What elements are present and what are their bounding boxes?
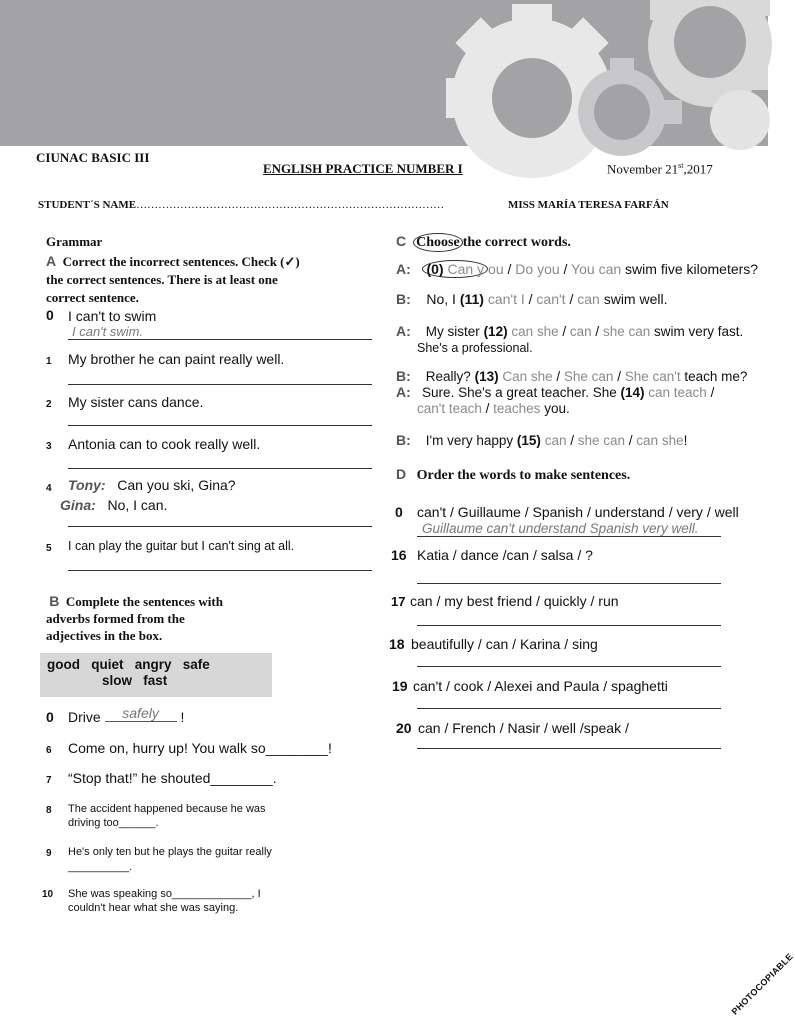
grammar-heading: Grammar	[46, 234, 103, 249]
word-prompt: can / my best friend / quickly / run	[410, 593, 619, 609]
sentence-text[interactable]: “Stop that!” he shouted________.	[68, 770, 277, 786]
adjective-row-2: slow fast	[102, 673, 168, 688]
sentence-text[interactable]	[68, 802, 266, 830]
choose-circled: Choose	[413, 233, 463, 252]
item-number: (0)	[426, 261, 444, 277]
section-d-letter: D	[396, 466, 407, 482]
item-number: (11)	[459, 291, 484, 307]
sentence-prefix: My sister	[425, 324, 484, 339]
sentence-prefix: Really?	[425, 369, 475, 384]
speaker-gina: Gina:	[60, 497, 96, 513]
section-a-instr3: correct sentence.	[46, 290, 139, 305]
date-day: November 21	[607, 161, 679, 177]
sentence-tail: you.	[540, 401, 570, 416]
sentence-line: The accident happened because he was	[68, 803, 266, 815]
sentence-tail: swim very fast.	[650, 324, 744, 339]
option[interactable]: she can	[577, 433, 626, 448]
answer-line[interactable]	[68, 425, 372, 426]
option: ou	[488, 261, 504, 277]
answer-line[interactable]	[68, 570, 372, 571]
sentence-prefix: No, I	[426, 291, 460, 307]
item-number: 2	[46, 399, 52, 410]
photocopiable-stamp	[690, 912, 795, 1017]
sentence-prefix: I'm very happy	[425, 433, 517, 448]
sentence-text[interactable]: Come on, hurry up! You walk so________!	[68, 740, 332, 756]
separator: /	[565, 291, 578, 307]
sentence-line: She was speaking so_____________, I	[68, 888, 261, 900]
sentence-text: My brother he can paint really well.	[68, 351, 285, 367]
separator: /	[566, 433, 578, 448]
example-answer: safely	[105, 705, 177, 722]
item-number: 18	[389, 636, 405, 652]
item-number: (13)	[474, 369, 499, 384]
section-a-instr1: Correct the incorrect sentences. Check (✓)	[62, 254, 300, 269]
speaker-label: A:	[396, 384, 411, 400]
section-a-instr2: the correct sentences. There is at least one	[46, 272, 278, 287]
dialogue-line-1	[68, 477, 236, 493]
dialogue-line	[396, 261, 758, 277]
page-title: ENGLISH PRACTICE NUMBER I	[263, 161, 463, 176]
item-number: (15)	[516, 433, 541, 448]
separator: /	[625, 433, 637, 448]
speaker-label: B:	[396, 291, 411, 307]
option[interactable]: Can she	[498, 369, 553, 384]
answer-line[interactable]	[417, 583, 721, 584]
adjective-row-1: good quiet angry safe	[47, 657, 210, 672]
sentence-text[interactable]	[68, 845, 272, 875]
option[interactable]: Do you	[515, 261, 560, 277]
sentence-text[interactable]	[68, 887, 261, 915]
answer-line[interactable]	[417, 708, 721, 709]
answer-line[interactable]	[417, 666, 721, 667]
speaker-label: B:	[396, 368, 411, 384]
sentence-tail: swim well.	[599, 291, 668, 307]
sentence-tail: teach me?	[680, 369, 748, 384]
item-number: 0	[46, 307, 54, 323]
item-number: 3	[46, 441, 52, 452]
sentence-prefix: Drive	[68, 709, 101, 725]
item-number: 16	[391, 547, 407, 563]
answer-line[interactable]	[68, 526, 372, 527]
section-d-instructions	[396, 466, 630, 484]
section-b-letter: B	[49, 593, 60, 609]
option[interactable]: can teach	[644, 385, 707, 400]
option[interactable]: she can	[602, 324, 651, 339]
sentence-line: driving too______.	[68, 817, 159, 829]
speaker-label: B:	[396, 432, 411, 448]
separator: /	[558, 324, 570, 339]
adjective-box	[40, 653, 272, 697]
dialogue-line	[396, 323, 743, 339]
section-a-letter: A	[46, 253, 57, 269]
date	[607, 161, 713, 177]
example-answer: I can't swim.	[72, 324, 144, 339]
item-number: 0	[46, 709, 54, 725]
dialogue-continuation: She's a professional.	[417, 341, 533, 355]
item-number: 4	[46, 483, 52, 494]
circled-answer	[422, 260, 488, 278]
example-sentence	[68, 705, 185, 726]
section-b-instr3: adjectives in the box.	[46, 628, 163, 643]
option[interactable]: teaches	[493, 401, 541, 416]
item-number: 6	[46, 745, 52, 756]
sentence-text: Antonia can to cook really well.	[68, 436, 261, 452]
separator: /	[706, 385, 715, 400]
date-year: ,2017	[683, 161, 713, 177]
item-number: (12)	[483, 324, 508, 339]
word-prompt: Katia / dance /can / salsa / ?	[417, 547, 593, 563]
answer-line[interactable]	[68, 339, 372, 340]
answer-line[interactable]	[417, 536, 721, 537]
item-number: 0	[395, 504, 403, 520]
speaker-label: A:	[396, 323, 411, 339]
answer-line[interactable]	[417, 625, 721, 626]
separator: /	[591, 324, 603, 339]
dialogue-line	[396, 291, 667, 307]
date-suffix: st	[678, 161, 684, 170]
word-prompt: can't / Guillaume / Spanish / understand / very / well	[417, 504, 739, 520]
sentence-prefix: Sure. She's a great teacher. She	[422, 385, 621, 400]
item-number: 1	[46, 356, 52, 367]
sentence-text: I can play the guitar but I can't sing at all.	[68, 539, 295, 553]
separator: /	[481, 401, 494, 416]
sentence-line: He's only ten but he plays the guitar really	[68, 846, 272, 858]
photocopiable-text: PHOTOCOPIABLE	[729, 951, 795, 1017]
sentence-line: couldn't hear what she was saying.	[68, 902, 239, 914]
option[interactable]: can	[577, 291, 600, 307]
header-banner	[0, 0, 768, 146]
item-number: 7	[46, 775, 52, 786]
answer-line[interactable]	[68, 384, 372, 385]
option[interactable]: can she	[636, 433, 684, 448]
section-c-letter: C	[396, 233, 407, 249]
section-a-instructions	[46, 252, 366, 307]
section-c-instr: the correct words.	[462, 235, 571, 250]
separator: /	[613, 369, 625, 384]
item-number: 8	[46, 805, 52, 816]
option[interactable]: can	[540, 433, 567, 448]
answer-line[interactable]	[417, 748, 721, 749]
answer-line[interactable]	[68, 468, 372, 469]
option[interactable]: can	[569, 324, 592, 339]
item-number: 5	[46, 543, 52, 554]
course-name: CIUNAC BASIC III	[36, 150, 150, 165]
dialogue-text: No, I can.	[107, 497, 168, 513]
item-number: 20	[396, 720, 412, 736]
sentence-suffix: !	[180, 709, 185, 725]
separator: /	[552, 369, 564, 384]
option[interactable]: She can't	[624, 369, 681, 384]
item-number: 9	[46, 848, 52, 859]
sentence-text: My sister cans dance.	[68, 394, 204, 410]
dialogue-continuation	[417, 401, 570, 416]
student-name-field	[38, 199, 444, 211]
student-name-label: STUDENT´S NAME	[38, 199, 137, 211]
speaker-label: A:	[396, 261, 411, 277]
separator: /	[524, 291, 537, 307]
dialogue-line	[396, 384, 714, 400]
separator: /	[559, 261, 572, 277]
sentence-tail: !	[683, 433, 688, 448]
teacher-name: MISS MARÍA TERESA FARFÁN	[508, 199, 669, 211]
separator: /	[503, 261, 516, 277]
student-name-dots: …………………………………………………………………………	[136, 199, 445, 211]
item-number: 17	[391, 594, 406, 609]
word-prompt: beautifully / can / Karina / sing	[411, 636, 598, 652]
option[interactable]: She can	[563, 369, 614, 384]
word-prompt: can / French / Nasir / well /speak /	[418, 720, 629, 736]
section-d-instr: Order the words to make sentences.	[416, 468, 631, 483]
option-circled: Can y	[447, 261, 485, 277]
section-b-instr2: adverbs formed from the	[46, 611, 185, 626]
sentence-tail: swim five kilometers?	[621, 261, 759, 277]
item-number: 10	[42, 889, 54, 900]
option[interactable]: can she	[507, 324, 559, 339]
section-c-instructions	[396, 233, 571, 251]
dialogue-line-2	[60, 497, 167, 513]
section-b-instr1: Complete the sentences with	[65, 594, 223, 609]
dialogue-text: Can you ski, Gina?	[117, 477, 236, 493]
dialogue-line	[396, 368, 747, 384]
section-b-instructions	[46, 593, 286, 644]
speaker-tony: Tony:	[68, 477, 106, 493]
sentence-text: I can't to swim	[68, 308, 157, 324]
option[interactable]: can't teach	[417, 401, 482, 416]
option[interactable]: can't I	[483, 291, 525, 307]
item-number: 19	[392, 678, 408, 694]
dialogue-line	[396, 432, 687, 448]
word-prompt: can't / cook / Alexei and Paula / spaghetti	[413, 678, 668, 694]
option[interactable]: You can	[571, 261, 622, 277]
item-number: (14)	[620, 385, 645, 400]
example-answer: Guillaume can't understand Spanish very well.	[422, 521, 699, 536]
gears-illustration	[0, 0, 768, 146]
sentence-line: __________.	[68, 861, 133, 873]
option[interactable]: can't	[536, 291, 566, 307]
